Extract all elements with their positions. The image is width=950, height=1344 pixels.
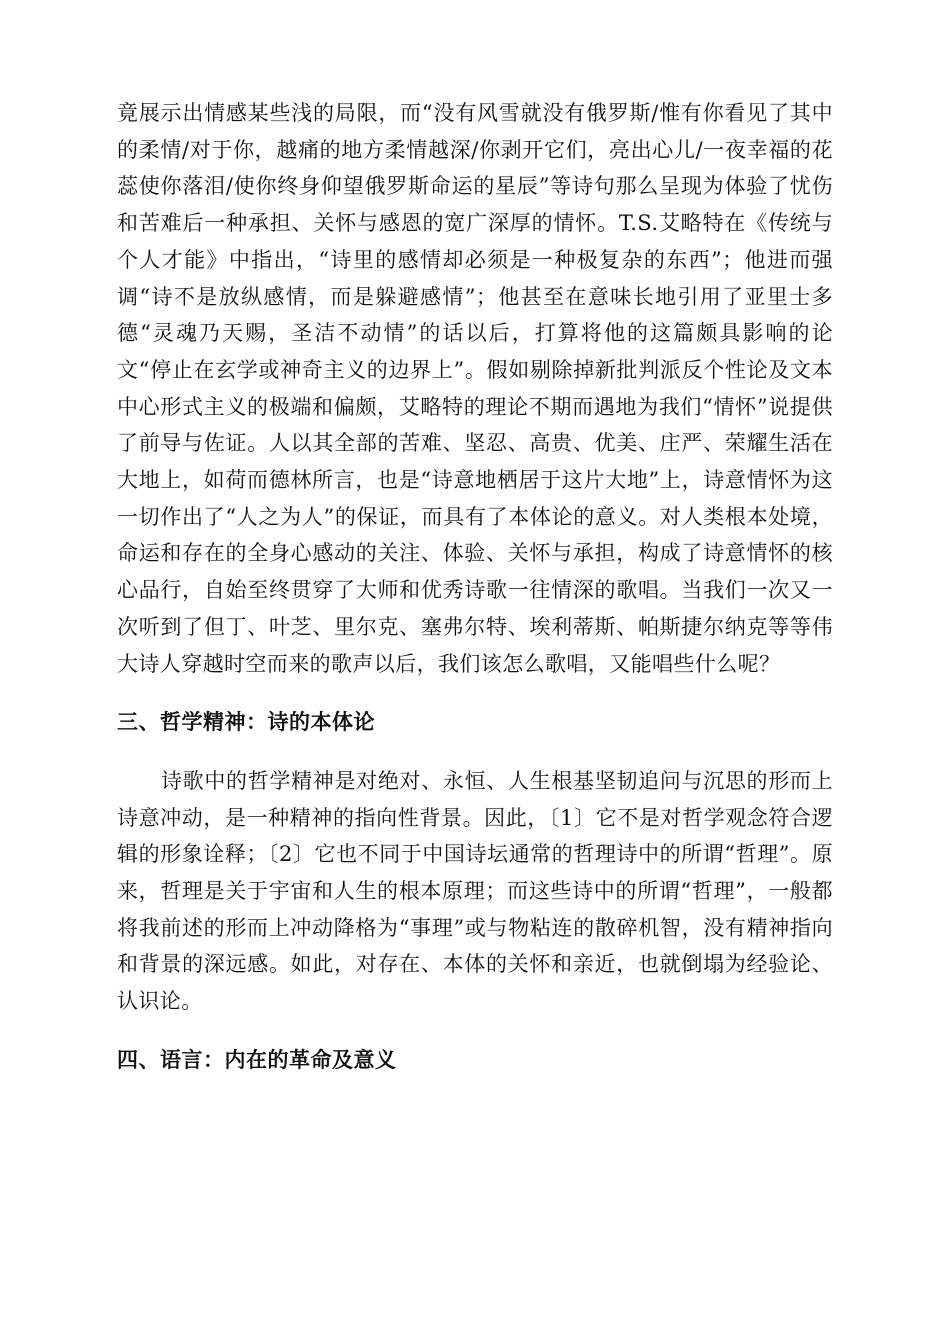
body-paragraph: 竟展示出情感某些浅的局限，而“没有风雪就没有俄罗斯/惟有你看见了其中的柔情/对于你，越痛的地方柔情越深/你剥开它们，亮出心儿/一夜幸福的花蕊使你落泪/使你终身仰望俄罗斯命运的星辰”等诗句那么呈现为体验了忧伤和苦难后一种承担、关怀与感恩的宽广深厚的情怀。T.S.艾略特在《传统与个人才能》中指出，“诗里的感情却必须是一种极复杂的东西”；他进而强调“诗不是放纵感情，而是躲避感情”；他甚至在意味长地引用了亚里士多德“灵魂乃天赐，圣洁不动情”的话以后，打算将他的这篇颇具影响的论文“停止在玄学或神奇主义的边界上”。假如剔除掉新批判派反个性论及文本中心形式主义的极端和偏颇，艾略特的理论不期而遇地为我们“情怀”说提供了前导与佐证。人以其全部的苦难、坚忍、高贵、优美、庄严、荣耀生活在大地上，如荷而德林所言，也是“诗意地栖居于这片大地”上，诗意情怀为这一切作出了“人之为人”的保证，而具有了本体论的意义。对人类根本处境，命运和存在的全身心感动的关注、体验、关怀与承担，构成了诗意情怀的核心品行，自始至终贯穿了大师和优秀诗歌一往情深的歌唱。当我们一次又一次听到了但丁、叶芝、里尔克、塞弗尔特、埃利蒂斯、帕斯捷尔纳克等等伟大诗人穿越时空而来的歌声以后，我们该怎么歌唱，又能唱些什么呢？ (117, 101, 833, 676)
document-body (117, 95, 833, 1079)
section-heading-4: 四、语言：内在的革命及意义 (117, 1047, 397, 1072)
body-paragraph: 诗歌中的哲学精神是对绝对、永恒、人生根基坚韧追问与沉思的形而上诗意冲动，是一种精神的指向性背景。因此，〔1〕它不是对哲学观念符合逻辑的形象诠释；〔2〕它也不同于中国诗坛通常的哲理诗中的所谓“哲理”。原来，哲理是关于宇宙和人生的根本原理；而这些诗中的所谓“哲理”，一般都将我前述的形而上冲动降格为“事理”或与物粘连的散碎机智，没有精神指向和背景的深远感。如此，对存在、本体的关怀和亲近，也就倒塌为经验论、认识论。 (117, 768, 833, 1014)
section-heading-3: 三、哲学精神：诗的本体论 (117, 710, 375, 735)
